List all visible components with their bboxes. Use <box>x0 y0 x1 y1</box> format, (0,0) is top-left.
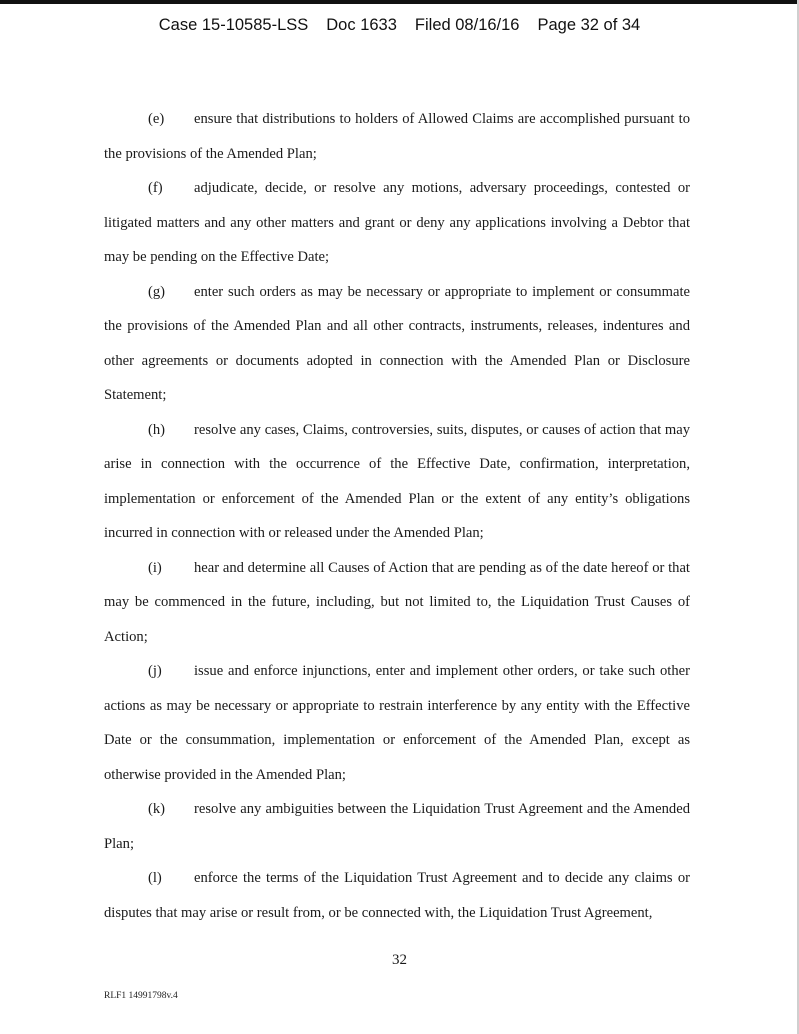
page-indicator: Page 32 of 34 <box>537 16 641 34</box>
paragraph-text: hear and determine all Causes of Action that are pending as of the date hereof or that may be commenced in the future, including, but not limited to, the Liquidation Trust Causes of Action; <box>104 559 690 645</box>
case-header <box>0 16 799 35</box>
document-id-footer: RLF1 14991798v.4 <box>104 991 178 1001</box>
paragraph-label: (g) <box>148 283 166 300</box>
document-body <box>104 102 690 930</box>
paragraph-f <box>104 171 690 275</box>
paragraph-label: (l) <box>148 870 162 886</box>
paragraph-label: (i) <box>148 559 162 576</box>
filed-date: Filed 08/16/16 <box>414 16 520 34</box>
paragraph-text: issue and enforce injunctions, enter and implement other orders, or take such other actions as may be necessary or appropriate to restrain interference by any entity with the Effective Date or the consummation, implementation or enforcement of the Amended Plan, except as otherwise provided in the Amended Plan; <box>104 663 690 783</box>
paragraph-k <box>104 792 690 861</box>
paragraph-h <box>104 413 690 551</box>
paragraph-label: (h) <box>148 421 166 438</box>
top-scan-border <box>0 0 799 4</box>
paragraph-j <box>104 654 690 792</box>
paragraph-g <box>104 275 690 413</box>
paragraph-text: resolve any ambiguities between the Liquidation Trust Agreement and the Amended Plan; <box>104 801 690 852</box>
paragraph-text: resolve any cases, Claims, controversies, suits, disputes, or causes of action that may arise in connection with the occurrence of the Effective Date, confirmation, interpretation, implementation or enforcement of the Amended Plan or the extent of any entity’s obligations incurred in connection with or released under the Amended Plan; <box>104 421 690 541</box>
paragraph-text: adjudicate, decide, or resolve any motions, adversary proceedings, contested or litigated matters and any other matters and grant or deny any applications involving a Debtor that may be pending on the Effective Date; <box>104 180 690 265</box>
paragraph-text: enter such orders as may be necessary or appropriate to implement or consummate the provisions of the Amended Plan and all other contracts, instruments, releases, indentures and other agreements or documents adopted in connection with the Amended Plan or Disclosure Statement; <box>104 283 690 403</box>
page-number: 32 <box>392 952 407 968</box>
paragraph-label: (k) <box>148 801 166 817</box>
paragraph-e <box>104 102 690 171</box>
paragraph-label: (j) <box>148 663 162 679</box>
paragraph-label: (e) <box>148 111 165 127</box>
paragraph-label: (f) <box>148 180 163 196</box>
paragraph-l <box>104 861 690 930</box>
paragraph-text: ensure that distributions to holders of Allowed Claims are accomplished pursuant to the provisions of the Amended Plan; <box>104 111 690 162</box>
doc-number: Doc 1633 <box>326 16 397 34</box>
paragraph-text: enforce the terms of the Liquidation Trust Agreement and to decide any claims or disputes that may arise or result from, or be connected with, the Liquidation Trust Agreement, <box>104 870 690 921</box>
paragraph-i <box>104 551 690 655</box>
case-number: Case 15-10585-LSS <box>158 16 309 34</box>
